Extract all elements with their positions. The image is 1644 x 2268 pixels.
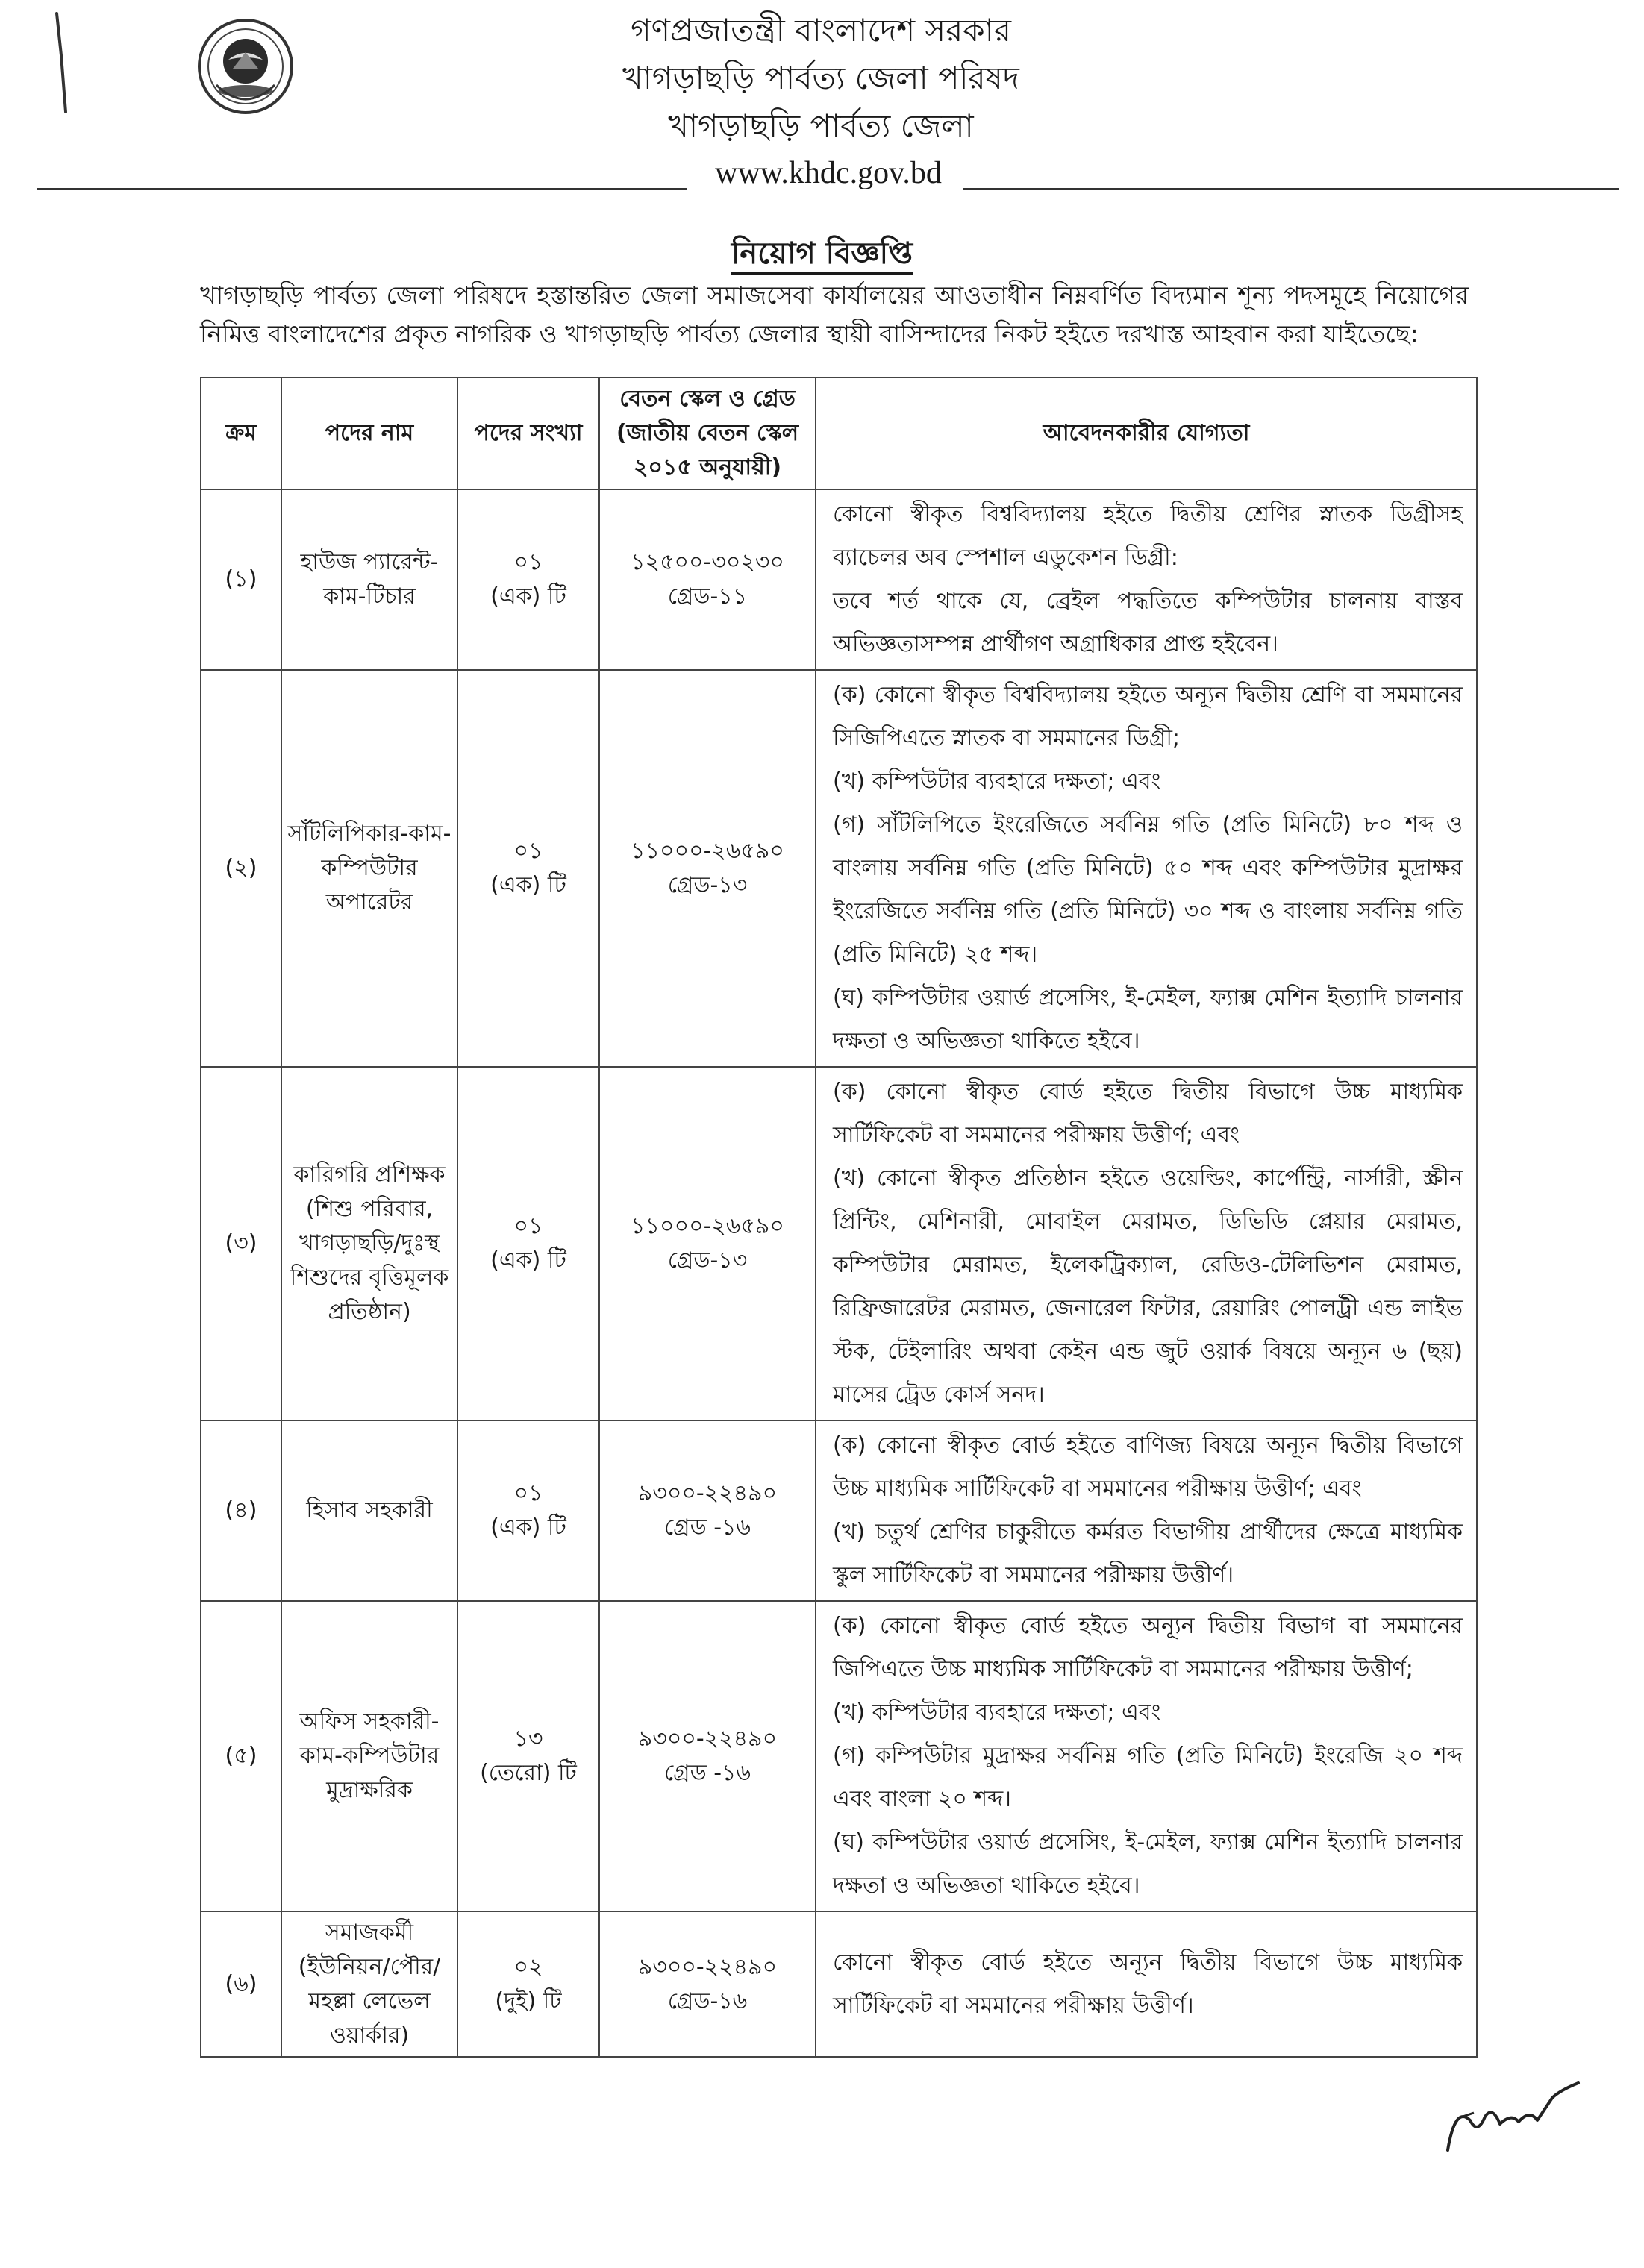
row-qualification	[816, 1911, 1477, 2057]
qualification-item: (খ) চতুর্থ শ্রেণির চাকুরীতে কর্মরত বিভাগীয় প্রার্থীদের ক্ষেত্রে মাধ্যমিক স্কুল সার্টিফিকেট বা সমমানের পরীক্ষায় উত্তীর্ণ।	[833, 1519, 1463, 1588]
qualification-item: কোনো স্বীকৃত বোর্ড হইতে অন্যূন দ্বিতীয় বিভাগে উচ্চ মাধ্যমিক সার্টিফিকেট বা সমমানের পরীক্ষায় উত্তীর্ণ।	[833, 1949, 1463, 2019]
qualification-item: কোনো স্বীকৃত বিশ্ববিদ্যালয় হইতে দ্বিতীয় শ্রেণির স্নাতক ডিগ্রীসহ ব্যাচেলর অব স্পেশাল এডুকেশন ডিগ্রী:	[833, 501, 1463, 571]
grade: গ্রেড -১৬	[663, 1760, 751, 1786]
qualification-item: (ঘ) কম্পিউটার ওয়ার্ড প্রসেসিং, ই-মেইল, ফ্যাক্স মেশিন ইত্যাদি চালনার দক্ষতা ও অভিজ্ঞতা থাকিতে হইবে।	[833, 1829, 1463, 1899]
row-post-name: হিসাব সহকারী	[281, 1420, 457, 1601]
vacancy-table	[200, 377, 1478, 2058]
row-qualification	[816, 1067, 1477, 1420]
row-qualification	[816, 1420, 1477, 1601]
grade: গ্রেড-১১	[667, 583, 748, 610]
header-rule-right	[963, 188, 1619, 190]
scale-range: ১১০০০-২৬৫৯০	[631, 1213, 784, 1239]
count-number: ১৩	[513, 1726, 543, 1752]
letterhead	[522, 0, 1119, 149]
row-serial: (২)	[201, 670, 281, 1067]
row-qualification	[816, 1601, 1477, 1911]
scale-range: ১২৫০০-৩০২৩০	[631, 549, 784, 575]
qualification-item: (ক) কোনো স্বীকৃত বিশ্ববিদ্যালয় হইতে অন্যূন দ্বিতীয় শ্রেণি বা সমমানের সিজিপিএতে স্নাতক বা সমমানের ডিগ্রী;	[833, 682, 1463, 751]
count-words: (এক) টি	[490, 1514, 566, 1541]
notice-title-text: নিয়োগ বিজ্ঞপ্তি	[731, 236, 913, 275]
qualification-item: তবে শর্ত থাকে যে, ব্রেইল পদ্ধতিতে কম্পিউটার চালনায় বাস্তব অভিজ্ঞতাসম্পন্ন প্রার্থীগণ অগ্রাধিকার প্রাপ্ত হইবেন।	[833, 588, 1463, 657]
count-words: (এক) টি	[490, 872, 566, 898]
row-post-name: সমাজকর্মী (ইউনিয়ন/পৌর/ মহল্লা লেভেল ওয়ার্কার)	[281, 1911, 457, 2057]
qualification-item: (খ) কোনো স্বীকৃত প্রতিষ্ঠান হইতে ওয়েল্ডিং, কার্পেন্ট্রি, নার্সারী, স্ক্রীন প্রিন্টিং, মেশিনারী, মোবাইল মেরামত, ডিভিডি প্লেয়ার মেরামত, কম্পিউটার মেরামত, ইলেকট্রিক্যাল, রেডিও-টেলিভিশন মেরামত, রিফ্রিজারেটর মেরামত, জেনারেল ফিটার, রেয়ারিং পোলট্রী এন্ড লাইভ স্টক, টেইলারিং অথবা কেইন এন্ড জুট ওয়ার্ক বিষয়ে অন্যূন ৬ (ছয়) মাসের ট্রেড কোর্স সনদ।	[833, 1165, 1463, 1408]
header-rule-left	[37, 188, 687, 190]
scale-range: ৯৩০০-২২৪৯০	[637, 1726, 778, 1752]
row-serial: (১)	[201, 489, 281, 670]
government-name: গণপ্রজাতন্ত্রী বাংলাদেশ সরকার	[631, 12, 1011, 48]
row-post-name: অফিস সহকারী- কাম-কম্পিউটার মুদ্রাক্ষরিক	[281, 1601, 457, 1911]
signature-image	[1440, 2076, 1582, 2158]
row-serial: (৫)	[201, 1601, 281, 1911]
header-qualification: আবেদনকারীর যোগ্যতা	[816, 378, 1477, 489]
count-words: (তেরো) টি	[480, 1760, 577, 1786]
row-qualification	[816, 489, 1477, 670]
count-words: (এক) টি	[490, 1247, 566, 1274]
qualification-item: (খ) কম্পিউটার ব্যবহারে দক্ষতা; এবং	[833, 1700, 1161, 1726]
government-seal-logo	[196, 16, 296, 116]
row-pay-scale	[599, 489, 816, 670]
table-row	[201, 1911, 1477, 2057]
count-number: ০১	[513, 838, 543, 864]
grade: গ্রেড -১৬	[663, 1514, 751, 1541]
count-words: (এক) টি	[490, 583, 566, 610]
qualification-item: (ক) কোনো স্বীকৃত বোর্ড হইতে দ্বিতীয় বিভাগে উচ্চ মাধ্যমিক সার্টিফিকেট বা সমমানের পরীক্ষায় উত্তীর্ণ; এবং	[833, 1079, 1463, 1148]
row-serial: (৩)	[201, 1067, 281, 1420]
notice-intro: খাগড়াছড়ি পার্বত্য জেলা পরিষদে হস্তান্তরিত জেলা সমাজসেবা কার্যালয়ের আওতাধীন নিম্নবর্ণিত বিদ্যমান শূন্য পদসমূহে নিয়োগের নিমিত্ত বাংলাদেশের প্রকৃত নাগরিক ও খাগড়াছড়ি পার্বত্য জেলার স্থায়ী বাসিন্দাদের নিকট হইতে দরখাস্ত আহবান করা যাইতেছে:	[200, 281, 1469, 348]
row-pay-scale	[599, 1420, 816, 1601]
row-count	[457, 1911, 599, 2057]
count-number: ০২	[513, 1953, 543, 1980]
row-count	[457, 489, 599, 670]
row-qualification	[816, 670, 1477, 1067]
qualification-item: (ক) কোনো স্বীকৃত বোর্ড হইতে বাণিজ্য বিষয়ে অন্যূন দ্বিতীয় বিভাগে উচ্চ মাধ্যমিক সার্টিফিকেট বা সমমানের পরীক্ষায় উত্তীর্ণ; এবং	[833, 1432, 1463, 1502]
header-serial: ক্রম	[201, 378, 281, 489]
table-row	[201, 670, 1477, 1067]
qualification-item: (খ) কম্পিউটার ব্যবহারে দক্ষতা; এবং	[833, 768, 1161, 795]
qualification-item: (গ) কম্পিউটার মুদ্রাক্ষর সর্বনিম্ন গতি (প্রতি মিনিটে) ইংরেজি ২০ শব্দ এবং বাংলা ২০ শব্দ।	[833, 1743, 1463, 1812]
grade: গ্রেড-১৬	[667, 1987, 748, 2014]
row-serial: (৪)	[201, 1420, 281, 1601]
header-post-name: পদের নাম	[281, 378, 457, 489]
row-post-name: হাউজ প্যারেন্ট-কাম-টিচার	[281, 489, 457, 670]
row-pay-scale	[599, 670, 816, 1067]
qualification-item: (গ) সাঁটলিপিতে ইংরেজিতে সর্বনিম্ন গতি (প্রতি মিনিটে) ৮০ শব্দ ও বাংলায় সর্বনিম্ন গতি (প্রতি মিনিটে) ৫০ শব্দ এবং কম্পিউটার মুদ্রাক্ষর ইংরেজিতে সর্বনিম্ন গতি (প্রতি মিনিটে) ৩০ শব্দ ও বাংলায় সর্বনিম্ন গতি (প্রতি মিনিটে) ২৫ শব্দ।	[833, 812, 1463, 968]
grade: গ্রেড-১৩	[667, 872, 748, 898]
grade: গ্রেড-১৩	[667, 1247, 748, 1274]
header-pay-scale: বেতন স্কেল ও গ্রেড (জাতীয় বেতন স্কেল ২০১৫ অনুযায়ী)	[599, 378, 816, 489]
count-number: ০১	[513, 1480, 543, 1506]
scale-range: ৯৩০০-২২৪৯০	[637, 1953, 778, 1980]
row-count	[457, 670, 599, 1067]
row-post-name: সাঁটলিপিকার-কাম-কম্পিউটার অপারেটর	[281, 670, 457, 1067]
qualification-item: (ঘ) কম্পিউটার ওয়ার্ড প্রসেসিং, ই-মেইল, ফ্যাক্স মেশিন ইত্যাদি চালনার দক্ষতা ও অভিজ্ঞতা থাকিতে হইবে।	[833, 985, 1463, 1054]
row-serial: (৬)	[201, 1911, 281, 2057]
row-pay-scale	[599, 1911, 816, 2057]
count-words: (দুই) টি	[495, 1987, 562, 2014]
scale-range: ৯৩০০-২২৪৯০	[637, 1480, 778, 1506]
table-row	[201, 489, 1477, 670]
table-row	[201, 1601, 1477, 1911]
row-post-name: কারিগরি প্রশিক্ষক (শিশু পরিবার, খাগড়াছড়ি/দুঃস্থ শিশুদের বৃত্তিমূলক প্রতিষ্ঠান)	[281, 1067, 457, 1420]
margin-pen-mark	[54, 10, 70, 115]
district-name: খাগড়াছড়ি পার্বত্য জেলা	[668, 107, 974, 144]
count-number: ০১	[513, 549, 543, 575]
row-count	[457, 1067, 599, 1420]
qualification-item: (ক) কোনো স্বীকৃত বোর্ড হইতে অন্যূন দ্বিতীয় বিভাগ বা সমমানের জিপিএতে উচ্চ মাধ্যমিক সার্টিফিকেট বা সমমানের পরীক্ষায় উত্তীর্ণ;	[833, 1613, 1463, 1682]
row-count	[457, 1420, 599, 1601]
row-pay-scale	[599, 1601, 816, 1911]
website-url: www.khdc.gov.bd	[715, 156, 942, 190]
row-pay-scale	[599, 1067, 816, 1420]
table-row	[201, 1067, 1477, 1420]
count-number: ০১	[513, 1213, 543, 1239]
notice-title	[0, 230, 1644, 280]
header-post-count: পদের সংখ্যা	[457, 378, 599, 489]
table-row	[201, 1420, 1477, 1601]
scale-range: ১১০০০-২৬৫৯০	[631, 838, 784, 864]
council-name: খাগড়াছড়ি পার্বত্য জেলা পরিষদ	[622, 60, 1019, 96]
row-count	[457, 1601, 599, 1911]
